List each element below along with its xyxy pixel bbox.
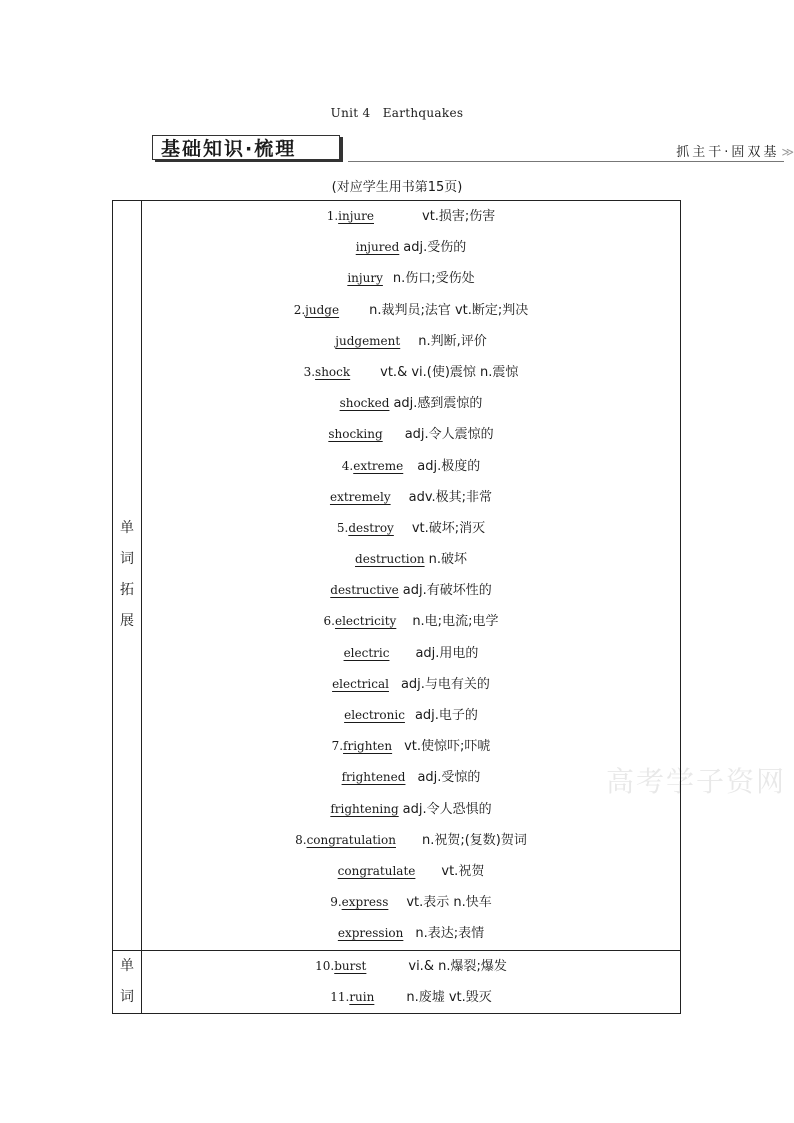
vocab-row bbox=[142, 451, 680, 482]
definition: adj.用电的 bbox=[415, 645, 479, 661]
section-subtitle-text: 抓主干·固双基 bbox=[676, 145, 780, 160]
unit-title: Unit 4 Earthquakes bbox=[330, 106, 464, 120]
definition: adj.有破坏性的 bbox=[402, 583, 492, 599]
vocab-word: destructive bbox=[330, 583, 399, 598]
vocab-row bbox=[142, 794, 680, 825]
entry-number: 1. bbox=[326, 209, 339, 223]
entries-cell bbox=[142, 950, 681, 1013]
definition: adv.极其;非常 bbox=[408, 489, 493, 505]
definition: adj.感到震惊的 bbox=[393, 396, 483, 412]
category-char: 单 bbox=[120, 519, 134, 536]
vocab-row bbox=[142, 887, 680, 918]
vocab-row bbox=[142, 388, 680, 419]
definition: n.裁判员;法官 vt.断定;判决 bbox=[369, 302, 529, 318]
definition: n.祝贺;(复数)贺词 bbox=[421, 832, 527, 848]
definition: adj.与电有关的 bbox=[400, 676, 490, 692]
definition: adj.令人恐惧的 bbox=[402, 801, 492, 817]
vocab-block-2 bbox=[113, 950, 681, 1013]
vocab-row bbox=[142, 295, 680, 326]
vocab-word: shocking bbox=[328, 427, 383, 442]
vocab-word: destroy bbox=[348, 520, 394, 535]
vocab-word: electrical bbox=[332, 676, 389, 691]
vocab-word: judgement bbox=[335, 333, 401, 348]
vocab-row bbox=[142, 731, 680, 762]
entry-number: 8. bbox=[295, 832, 307, 847]
vocab-word: injure bbox=[338, 209, 374, 223]
entry-number: 3. bbox=[303, 364, 316, 379]
vocab-word: extremely bbox=[329, 489, 391, 504]
vocab-row bbox=[142, 606, 680, 637]
definition: adj.电子的 bbox=[414, 708, 478, 723]
category-char: 词 bbox=[120, 551, 134, 568]
section-divider bbox=[348, 161, 784, 162]
vocab-word: burst bbox=[334, 958, 367, 973]
definition: n.表达;表情 bbox=[415, 926, 485, 942]
vocab-row bbox=[142, 982, 680, 1013]
watermark: 高考学子资网 bbox=[606, 765, 787, 798]
vocab-word: extreme bbox=[353, 458, 404, 473]
vocab-word: congratulation bbox=[306, 832, 396, 847]
vocab-word: congratulate bbox=[337, 863, 416, 878]
entries-cell bbox=[142, 201, 681, 951]
entry-number: 6. bbox=[323, 614, 335, 629]
definition: vi.& n.爆裂;爆发 bbox=[408, 958, 507, 974]
definition: n.伤口;受伤处 bbox=[392, 271, 475, 287]
double-chevron-right-icon: ≫ bbox=[781, 145, 794, 159]
vocab-row bbox=[142, 357, 680, 388]
definition: vt.破坏;消灭 bbox=[411, 520, 486, 536]
vocab-word: shock bbox=[315, 364, 351, 379]
entry-number: 5. bbox=[336, 520, 349, 535]
textbook-reference: (对应学生用书第15页) bbox=[331, 180, 463, 195]
vocab-row bbox=[142, 263, 680, 294]
entry-number: 7. bbox=[331, 739, 344, 754]
vocab-word: electronic bbox=[344, 708, 405, 722]
vocab-row bbox=[142, 638, 680, 669]
entry-number: 9. bbox=[330, 895, 342, 910]
vocab-word: destruction bbox=[355, 552, 425, 567]
section-title-box bbox=[152, 135, 340, 160]
vocab-word: electric bbox=[343, 645, 390, 660]
entry-number: 2. bbox=[293, 302, 306, 317]
definition: n.判断,评价 bbox=[418, 333, 487, 349]
category-char: 拓 bbox=[120, 582, 134, 599]
vocabulary-table bbox=[112, 200, 681, 1014]
entry-number: 10. bbox=[315, 958, 335, 973]
definition: adj.受伤的 bbox=[403, 240, 467, 256]
category-cell bbox=[113, 950, 142, 1013]
category-cell bbox=[113, 201, 142, 951]
vocab-row bbox=[142, 544, 680, 575]
vocab-word: shocked bbox=[339, 396, 390, 411]
definition: vt.表示 n.快车 bbox=[406, 895, 492, 911]
vocab-row bbox=[142, 918, 680, 949]
vocab-row bbox=[142, 232, 680, 263]
vocab-word: frightening bbox=[330, 801, 399, 816]
definition: n.废墟 vt.毁灭 bbox=[406, 989, 492, 1005]
vocab-row bbox=[142, 419, 680, 450]
definition: vt.祝贺 bbox=[441, 863, 485, 879]
vocab-word: frightened bbox=[341, 770, 406, 785]
vocab-block-1 bbox=[113, 201, 681, 951]
vocab-word: electricity bbox=[334, 614, 397, 629]
definition: adj.极度的 bbox=[417, 458, 481, 474]
section-title: 基础知识·梳理 bbox=[161, 138, 297, 160]
definition: adj.受惊的 bbox=[417, 770, 481, 786]
vocab-word: judge bbox=[305, 302, 340, 317]
category-char: 单 bbox=[120, 957, 134, 974]
vocab-row bbox=[142, 201, 680, 232]
vocab-row bbox=[142, 669, 680, 700]
vocab-row bbox=[142, 513, 680, 544]
definition: vt.使惊吓;吓唬 bbox=[404, 739, 491, 755]
vocab-word: ruin bbox=[349, 989, 375, 1004]
vocab-word: injury bbox=[347, 271, 383, 286]
section-header bbox=[152, 135, 794, 163]
vocab-word: expression bbox=[337, 926, 404, 941]
definition: vt.& vi.(使)震惊 n.震惊 bbox=[380, 364, 519, 380]
vocab-row bbox=[142, 856, 680, 887]
definition: n.电;电流;电学 bbox=[412, 614, 499, 630]
entry-number: 11. bbox=[330, 989, 350, 1004]
definition: n.破坏 bbox=[428, 552, 467, 568]
vocab-word: frighten bbox=[343, 739, 393, 754]
category-char: 词 bbox=[120, 988, 134, 1005]
vocab-row bbox=[142, 482, 680, 513]
vocab-word: injured bbox=[355, 240, 400, 255]
vocab-row bbox=[142, 700, 680, 731]
vocab-row bbox=[142, 575, 680, 606]
definition: adj.令人震惊的 bbox=[404, 427, 494, 443]
vocab-row bbox=[142, 951, 680, 982]
entry-number: 4. bbox=[341, 458, 354, 473]
section-subtitle bbox=[676, 141, 794, 160]
definition: vt.损害;伤害 bbox=[422, 209, 496, 224]
category-char: 展 bbox=[120, 613, 134, 630]
vocab-word: express bbox=[341, 895, 389, 910]
vocab-row bbox=[142, 762, 680, 793]
vocab-row bbox=[142, 326, 680, 357]
vocab-row bbox=[142, 825, 680, 856]
